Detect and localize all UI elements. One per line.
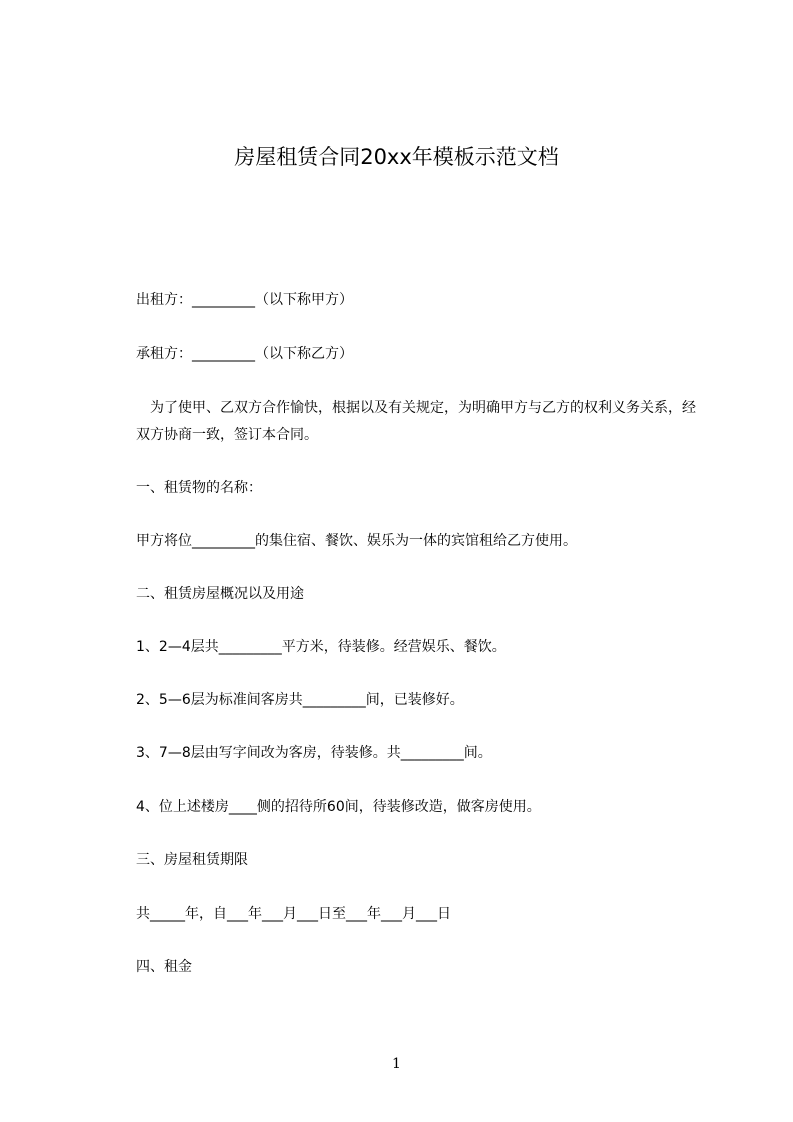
clause-text: 甲方将位_________的集住宿、餐饮、娱乐为一体的宾馆租给乙方使用。: [136, 533, 577, 549]
lease-term-line: 共_____年，自___年___月___日至___年___月___日: [136, 906, 451, 922]
section-heading-2: 二、租赁房屋概况以及用途: [136, 586, 304, 602]
clause-item-4: 4、位上述楼房____侧的招待所60间，待装修改造，做客房使用。: [136, 799, 541, 815]
section-heading-1: 一、租赁物的名称：: [136, 480, 262, 496]
section-heading-4: 四、租金: [136, 959, 192, 975]
lessor-line: 出租方：_________（以下称甲方）: [136, 292, 353, 308]
clause-item-1: 1、2—4层共_________平方米，待装修。经营娱乐、餐饮。: [136, 639, 506, 655]
preamble-paragraph: 为了使甲、乙双方合作愉快，根据以及有关规定，为明确甲方与乙方的权利义务关系，经双方协商一致，签订本合同。: [136, 400, 696, 443]
page-number: 1: [392, 1056, 401, 1072]
clause-item-2: 2、5—6层为标准间客房共_________间，已装修好。: [136, 692, 464, 708]
lessee-line: 承租方：_________（以下称乙方）: [136, 346, 353, 362]
document-title: 房屋租赁合同20xx年模板示范文档: [234, 145, 559, 169]
section-heading-3: 三、房屋租赁期限: [136, 852, 248, 868]
clause-item-3: 3、7—8层由写字间改为客房，待装修。共_________间。: [136, 745, 492, 761]
